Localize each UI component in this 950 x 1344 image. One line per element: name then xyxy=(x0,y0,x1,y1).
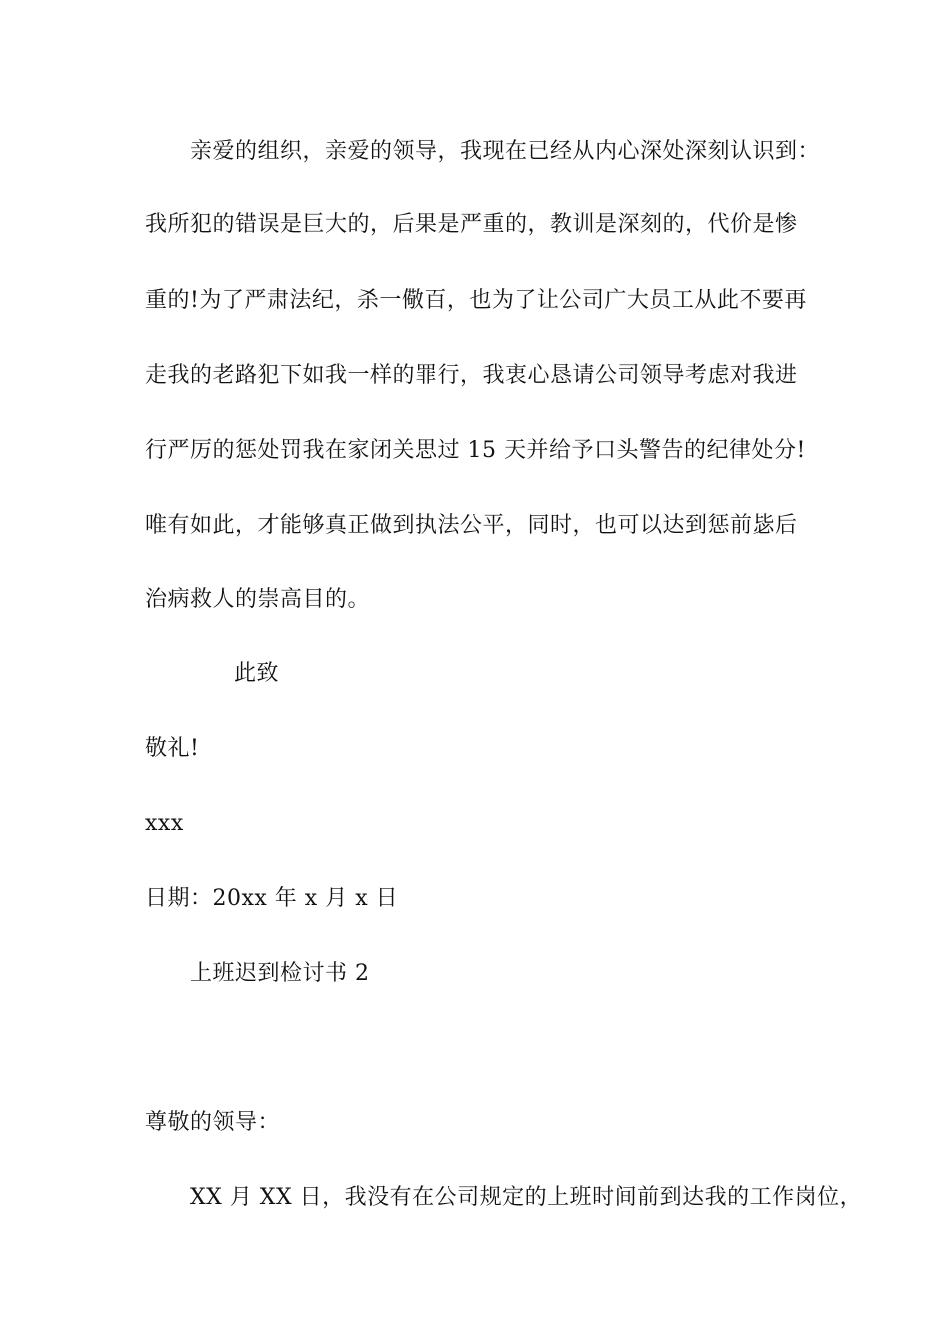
paragraph-line-2: 我所犯的错误是巨大的，后果是严重的，教训是深刻的，代价是惨 xyxy=(145,212,798,237)
paragraph-line-7: 治病救人的崇高目的。 xyxy=(145,587,371,612)
paragraph-line-4: 走我的老路犯下如我一样的罪行，我衷心恳请公司领导考虑对我进 xyxy=(145,363,798,388)
paragraph-line-3: 重的!为了严肃法纪，杀一儆百，也为了让公司广大员工从此不要再 xyxy=(145,288,807,313)
paragraph-line-1: 亲爱的组织，亲爱的领导，我现在已经从内心深处深刻认识到： xyxy=(190,139,821,164)
signature-text: xxx xyxy=(145,811,184,836)
section-title: 上班迟到检讨书 2 xyxy=(190,961,370,986)
salute-text: 敬礼! xyxy=(145,736,200,761)
paragraph-line-next: XX 月 XX 日，我没有在公司规定的上班时间前到达我的工作岗位， xyxy=(190,1185,863,1210)
greeting-text: 尊敬的领导： xyxy=(145,1110,281,1135)
date-text: 日期：20xx 年 x 月 x 日 xyxy=(145,886,399,911)
paragraph-line-6: 唯有如此，才能够真正做到执法公平，同时，也可以达到惩前毖后 xyxy=(145,513,798,538)
closing-text: 此致 xyxy=(234,661,280,686)
paragraph-line-5: 行严厉的惩处罚我在家闭关思过 15 天并给予口头警告的纪律处分! xyxy=(145,438,806,463)
